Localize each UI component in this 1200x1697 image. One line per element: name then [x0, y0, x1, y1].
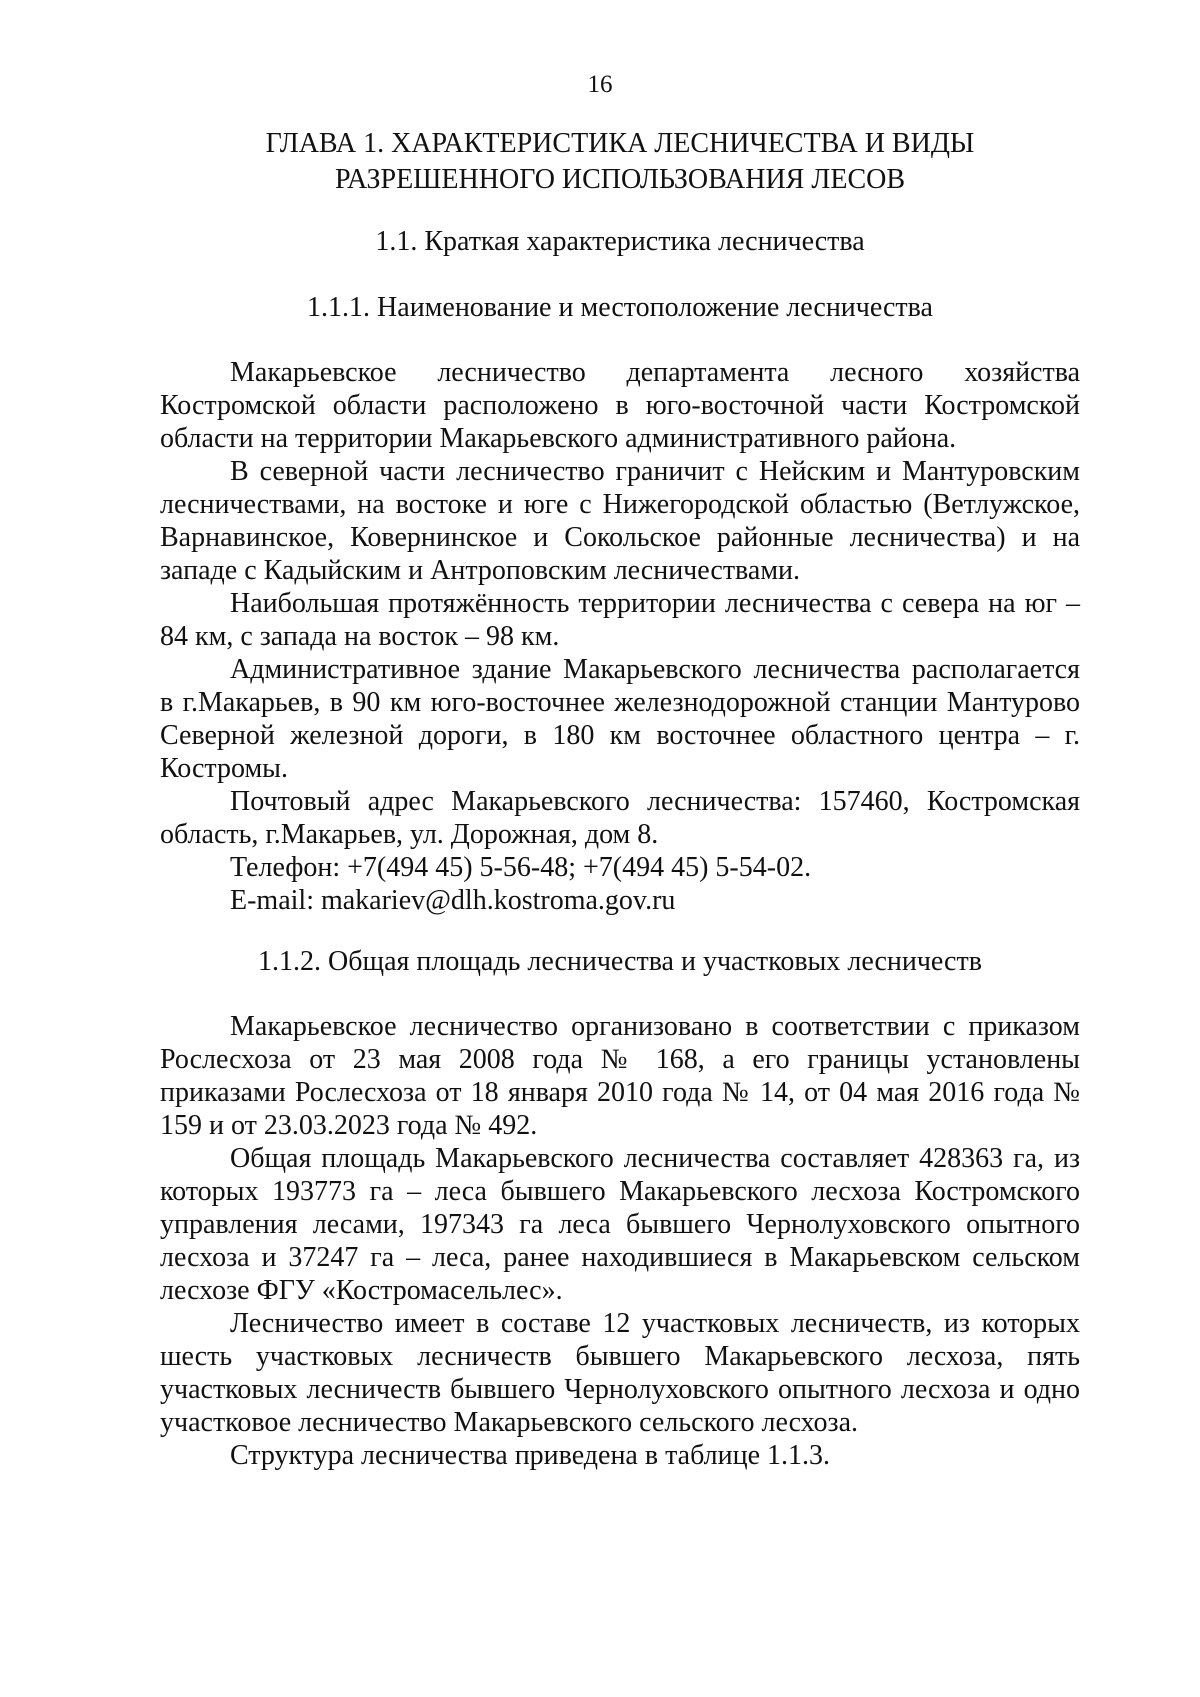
phone-line: Телефон: +7(494 45) 5-56-48; +7(494 45) 5-54-02. [230, 852, 812, 883]
paragraph: Макарьевское лесничество департамента лесного хозяйства Костромской области расположено в юго-восточной части Костромской области на территории Макарьевского административного района. [160, 357, 1080, 454]
chapter-title [160, 126, 1080, 198]
paragraph: Макарьевское лесничество организовано в соответствии с приказом Рослесхоза от 23 мая 2008 года № 168, а его границы установлены приказами Рослесхоза от 18 января 2010 года № 14, от 04 мая 2016 года № 159 и от 23.03.2023 года № 492. [160, 1011, 1080, 1141]
chapter-title-line-1: ГЛАВА 1. ХАРАКТЕРИСТИКА ЛЕСНИЧЕСТВА И ВИДЫ [265, 128, 975, 159]
paragraph: Наибольшая протяжённость территории лесничества с севера на юг – 84 км, с запада на восток – 98 км. [160, 588, 1080, 652]
email-line: E-mail: makariev@dlh.kostroma.gov.ru [230, 885, 676, 916]
paragraph: Административное здание Макарьевского лесничества располагается в г.Макарьев, в 90 км юго-восточнее железнодорожной станции Мантурово Северной железной дороги, в 180 км восточнее областного центра – г. Костромы. [160, 654, 1080, 784]
body-text-1-1-2 [160, 1010, 1080, 1472]
body-text-1-1-1 [160, 356, 1080, 917]
subsection-title-1-1-2: 1.1.2. Общая площадь лесничества и участковых лесничеств [258, 946, 982, 977]
section-title-1-1: 1.1. Краткая характеристика лесничества [375, 226, 865, 257]
paragraph: Структура лесничества приведена в таблице 1.1.3. [230, 1440, 831, 1471]
subsection-title-1-1-1: 1.1.1. Наименование и местоположение лесничества [307, 292, 933, 323]
paragraph: Лесничество имеет в составе 12 участковых лесничеств, из которых шесть участковых лесничеств бывшего Макарьевского лесхоза, пять участковых лесничеств бывшего Чернолуховского опытного лесхоза и одно участковое лесничество Макарьевского сельского лесхоза. [160, 1308, 1080, 1438]
paragraph: Почтовый адрес Макарьевского лесничества: 157460, Костромская область, г.Макарьев, ул. Дорожная, дом 8. [160, 786, 1080, 850]
page-number: 16 [587, 71, 613, 98]
paragraph: Общая площадь Макарьевского лесничества составляет 428363 га, из которых 193773 га – леса бывшего Макарьевского лесхоза Костромского управления лесами, 197343 га леса бывшего Чернолуховского опытного лесхоза и 37247 га – леса, ранее находившиеся в Макарьевском сельском лесхозе ФГУ «Костромасельлес». [160, 1143, 1080, 1306]
chapter-title-line-2: РАЗРЕШЕННОГО ИСПОЛЬЗОВАНИЯ ЛЕСОВ [334, 164, 906, 195]
paragraph: В северной части лесничество граничит с Нейским и Мантуровским лесничествами, на востоке и юге с Нижегородской областью (Ветлужское, Варнавинское, Ковернинское и Сокольское районные лесничества) и на западе с Кадыйским и Антроповским лесничествами. [160, 456, 1080, 586]
